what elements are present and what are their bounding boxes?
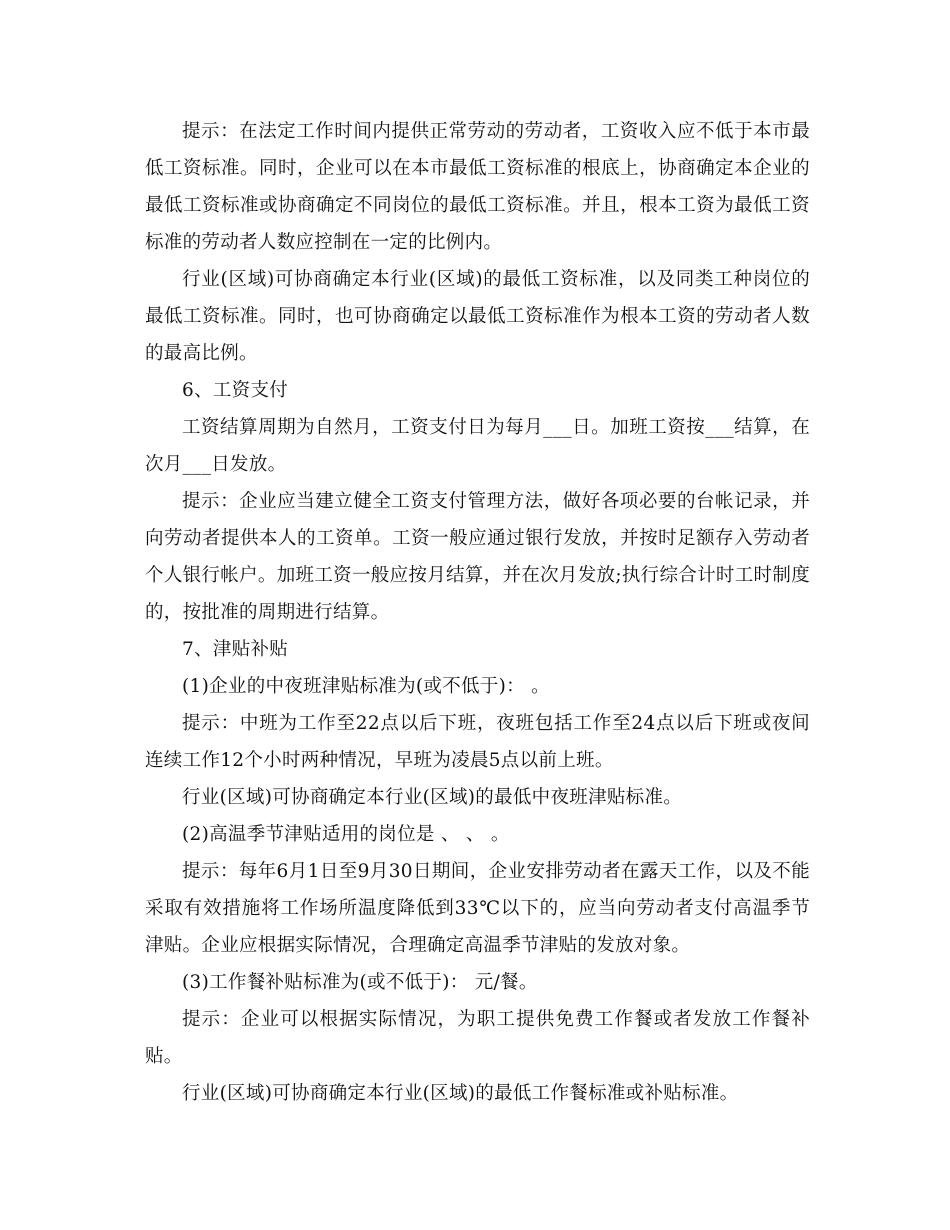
paragraph-night-shift-allowance: (1)企业的中夜班津贴标准为(或不低于)： 。 — [182, 676, 550, 697]
section-heading-wage-payment: 6、工资支付 — [182, 380, 289, 401]
paragraph-meal-tip: 提示：企业可以根据实际情况，为职工提供免费工作餐或者发放工作餐补贴。 — [145, 1009, 810, 1067]
paragraph-payment-tip: 提示：企业应当建立健全工资支付管理方法，做好各项必要的台帐记录，并向劳动者提供本人的工资单。工资一般应通过银行发放，并按时足额存入劳动者个人银行帐户。加班工资一般应按月结算，并在次月发放;执行综合计时工时制度的，按批准的周期进行结算。 — [145, 491, 810, 623]
paragraph-meal-allowance: (3)工作餐补贴标准为(或不低于)： 元/餐。 — [182, 972, 538, 993]
paragraph-shift-tip: 提示：中班为工作至22点以后下班，夜班包括工作至24点以后下班或夜间连续工作12个小时两种情况，早班为凌晨5点以前上班。 — [145, 713, 810, 771]
paragraph-industry-min-wage: 行业(区域)可协商确定本行业(区域)的最低工资标准，以及同类工种岗位的最低工资标准。同时，也可协商确定以最低工资标准作为根本工资的劳动者人数的最高比例。 — [145, 269, 810, 364]
document-body — [145, 113, 810, 1112]
paragraph-industry-meal-standard: 行业(区域)可协商确定本行业(区域)的最低工作餐标准或补贴标准。 — [182, 1083, 739, 1104]
paragraph-industry-night-allowance: 行业(区域)可协商确定本行业(区域)的最低中夜班津贴标准。 — [182, 787, 683, 808]
paragraph-high-temp-tip: 提示：每年6月1日至9月30日期间，企业安排劳动者在露天工作，以及不能采取有效措施将工作场所温度降低到33℃以下的，应当向劳动者支付高温季节津贴。企业应根据实际情况，合理确定高温季节津贴的发放对象。 — [145, 861, 810, 956]
section-heading-allowances: 7、津贴补贴 — [182, 639, 289, 660]
paragraph-min-wage-tip: 提示：在法定工作时间内提供正常劳动的劳动者，工资收入应不低于本市最低工资标准。同时，企业可以在本市最低工资标准的根底上，协商确定本企业的最低工资标准或协商确定不同岗位的最低工资标准。并且，根本工资为最低工资标准的劳动者人数应控制在一定的比例内。 — [145, 121, 810, 253]
paragraph-high-temp-allowance: (2)高温季节津贴适用的岗位是 、 、 。 — [182, 824, 510, 845]
paragraph-settlement-cycle: 工资结算周期为自然月，工资支付日为每月___日。加班工资按___结算，在次月___日发放。 — [145, 417, 810, 475]
